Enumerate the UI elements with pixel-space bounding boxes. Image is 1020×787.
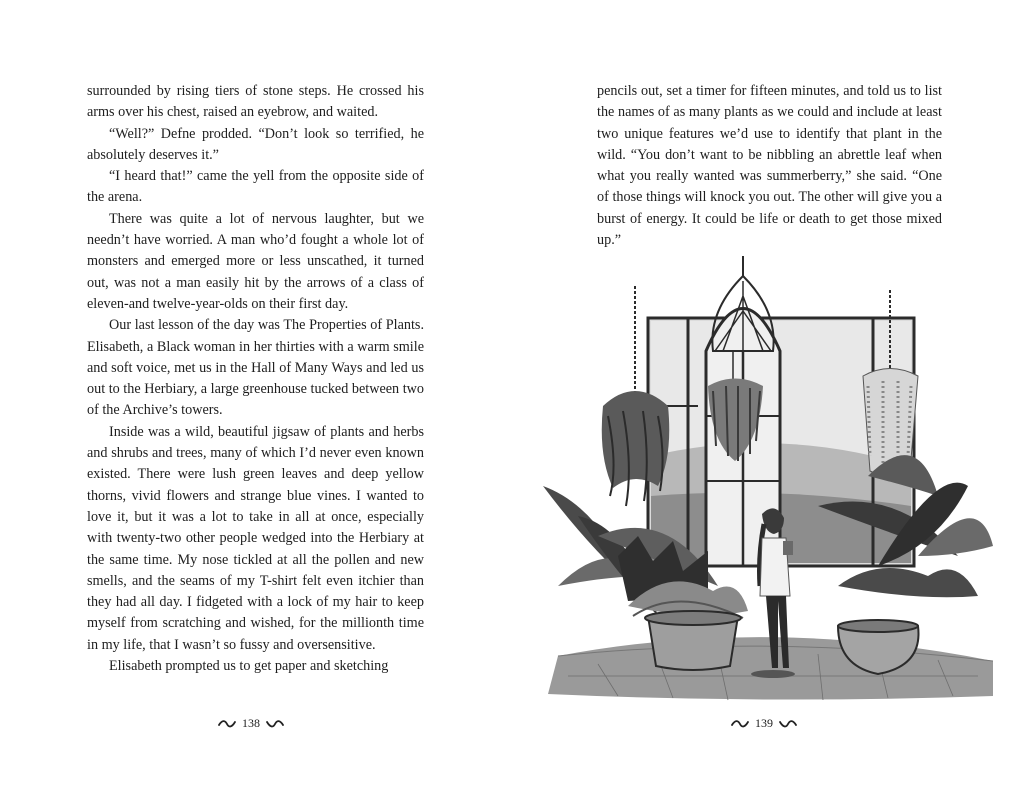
right-page-body xyxy=(597,81,942,251)
swash-left-icon xyxy=(218,719,236,729)
paragraph: Elisabeth prompted us to get paper and sketching xyxy=(109,658,389,675)
swash-left-icon xyxy=(731,719,749,729)
page-number-left xyxy=(218,716,284,731)
paragraph: “I heard that!” came the yell from the opposite side of the arena. xyxy=(87,168,424,206)
paragraph: Inside was a wild, beautiful jigsaw of plants and herbs and shrubs and trees, many of which I’d never even known existed. There were lush green leaves and deep yellow thorns, vivid flowers and strange blue vines. I wanted to love it, but it was a lot to take in all at once, especially with twenty-two other people wedged into the Herbiary at the same time. My nose tickled at all the pollen and new smells, and the seams of my T-shirt felt even itchier than they had all day. I fidgeted with a lock of my hair to keep myself from scratching and wished, for the millionth time in my life, that I wasn’t so fussy and oversensitive. xyxy=(87,423,424,653)
swash-right-icon xyxy=(266,719,284,729)
paragraph: pencils out, set a timer for fifteen minutes, and told us to list the names of as many plants as we could and include at least two unique features we’d use to identify that plant in the wild. “You don’t want to be nibbling an abrettle leaf when what you really wanted was summerberry,” she said. “One of those things will knock you out. The other will give you a burst of energy. It could be life or death to get those mixed up.” xyxy=(597,83,942,249)
page-number-right xyxy=(731,716,797,731)
left-page-body xyxy=(87,81,424,677)
paragraph: surrounded by rising tiers of stone steps. He crossed his arms over his chest, raised an eyebrow, and waited. xyxy=(87,83,424,121)
swash-right-icon xyxy=(779,719,797,729)
page-number: 138 xyxy=(242,716,260,730)
greenhouse-illustration xyxy=(538,256,1000,704)
paragraph: There was quite a lot of nervous laughter, but we needn’t have worried. A man who’d fought a whole lot of monsters and emerged more or less unscathed, it turned out, was not a man easily hit by the arrows of a class of eleven-and twelve-year-olds on their first day. xyxy=(87,210,424,312)
paragraph: Our last lesson of the day was The Properties of Plants. Elisabeth, a Black woman in her thirties with a warm smile and soft voice, met us in the Hall of Many Ways and led us out to the Herbiary, a large greenhouse tucked between two of the Archive’s towers. xyxy=(87,317,424,419)
paragraph: “Well?” Defne prodded. “Don’t look so terrified, he absolutely deserves it.” xyxy=(87,125,424,163)
page-number: 139 xyxy=(755,716,773,730)
